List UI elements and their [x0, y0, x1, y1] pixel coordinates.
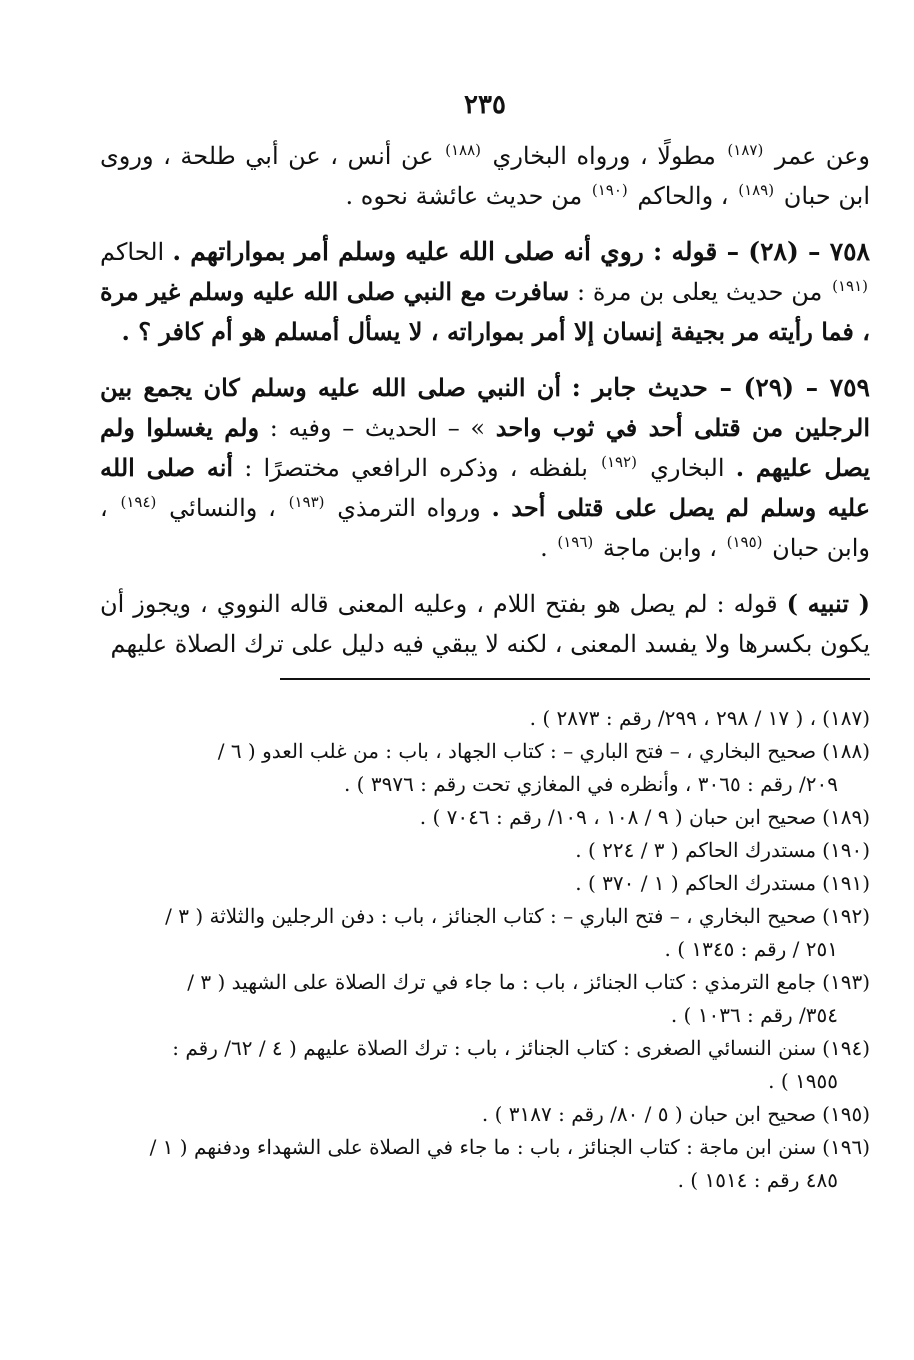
- footnote-text-cont: ١٩٥٥ ) .: [768, 1069, 838, 1093]
- footnote-item: [100, 1131, 870, 1197]
- footnote-text: صحيح البخاري ، – فتح الباري – : كتاب الجنائز ، باب : دفن الرجلين والثلاثة ( ٣ /: [165, 904, 817, 928]
- footnote-divider: [280, 678, 870, 680]
- footnote-item: [100, 867, 870, 900]
- footnote-ref[interactable]: (١٩٠): [591, 181, 628, 199]
- note-label: ( تنبيه ): [786, 589, 870, 618]
- text: من حديث عائشة نحوه .: [345, 182, 583, 210]
- text: البخاري: [650, 454, 725, 482]
- text: وعن عمر: [774, 142, 870, 170]
- hadith-text: ولم يغسلوا ولم يصل عليهم .: [100, 413, 871, 482]
- footnote-ref[interactable]: (١٨٧): [727, 141, 764, 159]
- footnote-text-cont: ٢٥١ / رقم : ١٣٤٥ ) .: [664, 937, 838, 961]
- footnote-number: (١٩١): [822, 871, 870, 895]
- text: بلفظه ، وذكره الرافعي مختصرًا :: [244, 454, 588, 482]
- text: عن أنس ، عن أبي طلحة ، وروى ابن حبان: [100, 142, 870, 210]
- footnote-text: ، ( ١٧ / ٢٩٨ ، ٢٩٩/ رقم : ٢٨٧٣ ) .: [529, 706, 817, 730]
- footnote-text: مستدرك الحاكم ( ٣ / ٢٢٤ ) .: [575, 838, 817, 862]
- footnote-text: صحيح ابن حبان ( ٩ / ١٠٨ ، ١٠٩/ رقم : ٧٠٤٦ ) .: [419, 805, 817, 829]
- footnote-ref[interactable]: (١٩٢): [601, 453, 637, 471]
- entry-heading: ٧٥٨ – (٢٨) – قوله : روي أنه صلى الله عليه وسلم أمر بمواراتهم .: [172, 237, 870, 266]
- text: ، والنسائي: [169, 494, 276, 522]
- paragraph-note: [100, 584, 870, 664]
- footnote-item: [100, 1098, 870, 1131]
- page-body: [100, 90, 870, 1197]
- footnote-text: سنن ابن ماجة : كتاب الجنائز ، باب : ما جاء في الصلاة على الشهداء ودفنهم ( ١ /: [149, 1135, 817, 1159]
- footnote-item: [100, 834, 870, 867]
- text: قوله : لم يصل هو بفتح اللام ، وعليه المعنى قاله النووي ، ويجوز أن يكون بكسرها ولا يفسد المعنى ، لكنه لا يبقي فيه دليل على ترك الصلاة عليهم: [100, 590, 870, 658]
- hadith-text: سافرت مع النبي صلى الله عليه وسلم غير مرة ، فما رأيته مر بجيفة إنسان إلا أمر بمواراته ، لا يسأل أمسلم هو أم كافر ؟ .: [100, 277, 870, 346]
- footnote-ref[interactable]: (١٨٩): [738, 181, 775, 199]
- footnote-ref[interactable]: (١٨٨): [445, 141, 481, 159]
- text: ، وابن حبان: [100, 494, 870, 562]
- hadith-text: أنه صلى الله عليه وسلم لم يصل على قتلى أحد .: [100, 453, 871, 522]
- footnote-number: (١٩٠): [822, 838, 870, 862]
- text: مطولًا ، ورواه البخاري: [492, 142, 716, 170]
- footnote-item: [100, 966, 870, 1032]
- footnote-ref[interactable]: (١٩٤): [120, 493, 157, 511]
- footnote-text: صحيح البخاري ، – فتح الباري – : كتاب الجهاد ، باب : من غلب العدو ( ٦ /: [217, 739, 817, 763]
- footnote-number: (١٨٧): [822, 706, 870, 730]
- text: ورواه الترمذي: [337, 494, 481, 522]
- text: ، وابن ماجة: [602, 534, 717, 562]
- footnote-text: مستدرك الحاكم ( ١ / ٣٧٠ ) .: [575, 871, 817, 895]
- text: .: [540, 534, 548, 562]
- footnote-number: (١٩٥): [822, 1102, 870, 1126]
- footnote-text: سنن النسائي الصغرى : كتاب الجنائز ، باب : ترك الصلاة عليهم ( ٤ / ٦٢/ رقم :: [172, 1036, 817, 1060]
- footnote-number: (١٨٩): [822, 805, 870, 829]
- text: » – الحديث – وفيه :: [269, 414, 486, 442]
- paragraph-758: [100, 232, 870, 352]
- text: ، والحاكم: [637, 182, 729, 210]
- footnote-item: [100, 735, 870, 801]
- footnote-ref[interactable]: (١٩٥): [726, 533, 763, 551]
- footnote-list: [100, 702, 870, 1197]
- footnote-item: [100, 1032, 870, 1098]
- footnote-number: (١٩٢): [822, 904, 870, 928]
- paragraph-intro: [100, 136, 870, 216]
- footnote-number: (١٩٣): [822, 970, 870, 994]
- hadith-text: أن النبي صلى الله عليه وسلم كان يجمع بين الرجلين من قتلى أحد في ثوب واحد: [100, 373, 871, 442]
- footnote-item: [100, 801, 870, 834]
- footnote-text-cont: ٢٠٩/ رقم : ٣٠٦٥ ، وأنظره في المغازي تحت رقم : ٣٩٧٦ ) .: [343, 772, 838, 796]
- footnote-text: صحيح ابن حبان ( ٥ / ٨٠/ رقم : ٣١٨٧ ) .: [481, 1102, 817, 1126]
- paragraph-759: [100, 368, 870, 568]
- page-number: ٢٣٥: [464, 90, 506, 120]
- text: الحاكم: [100, 238, 165, 266]
- footnote-ref[interactable]: (١٩٣): [288, 493, 325, 511]
- footnote-ref[interactable]: (١٩٦): [557, 533, 594, 551]
- entry-heading: ٧٥٩ – (٢٩) – حديث جابر :: [571, 373, 870, 402]
- footnote-number: (١٨٨): [822, 739, 870, 763]
- footnote-item: [100, 900, 870, 966]
- footnote-text: جامع الترمذي : كتاب الجنائز ، باب : ما جاء في ترك الصلاة على الشهيد ( ٣ /: [187, 970, 817, 994]
- footnote-number: (١٩٦): [822, 1135, 870, 1159]
- footnote-text-cont: ٣٥٤/ رقم : ١٠٣٦ ) .: [670, 1003, 838, 1027]
- footnote-item: [100, 702, 870, 735]
- footnote-ref[interactable]: (١٩١): [832, 277, 868, 295]
- text: من حديث يعلى بن مرة :: [577, 278, 823, 306]
- footnote-text-cont: ٤٨٥ رقم : ١٥١٤ ) .: [677, 1168, 838, 1192]
- footnote-number: (١٩٤): [822, 1036, 870, 1060]
